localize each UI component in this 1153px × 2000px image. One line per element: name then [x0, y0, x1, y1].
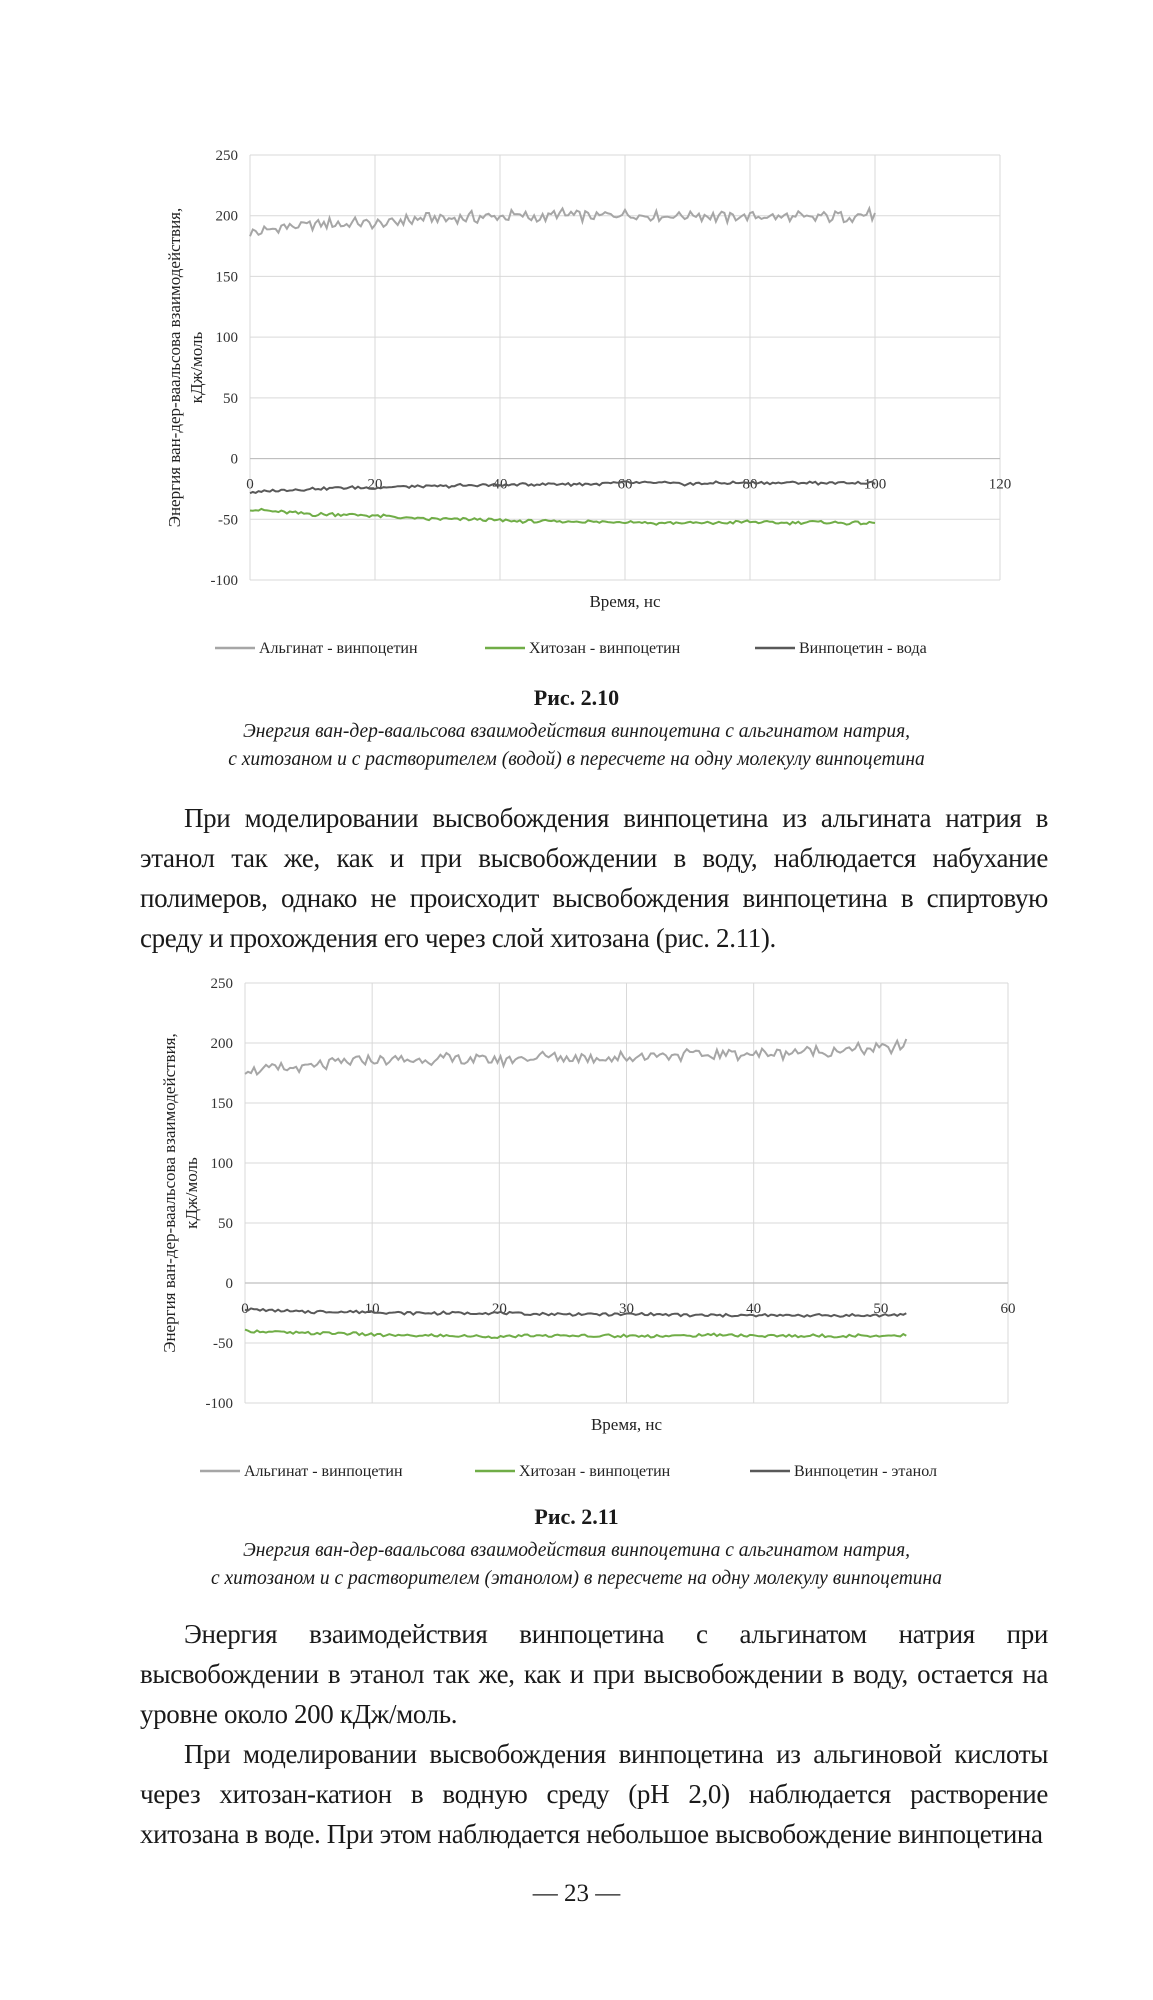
page-number: — 23 —	[532, 1880, 621, 1907]
y-axis-label: Энергия ван-дер-ваальсова взаимодействия,	[160, 1033, 179, 1353]
legend-entry: Винпоцетин - этанол	[794, 1463, 937, 1480]
chart-figure-2-11	[0, 955, 1153, 1485]
x-axis-label: Время, нс	[589, 592, 661, 611]
y-axis-label: кДж/моль	[182, 1157, 201, 1229]
x-tick-label: 40	[492, 476, 508, 493]
body-paragraph: Энергия взаимодействия винпоцетина с альгинатом натрия при высвобождении в этанол так же, как и при высвобождении в воду, остается на уровне около 200 кДж/моль.	[140, 1619, 1048, 1729]
figure-label: Рис. 2.11	[534, 1504, 619, 1529]
x-tick-label: 10	[364, 1301, 380, 1317]
x-tick-label: 80	[742, 476, 758, 493]
y-tick-label: 100	[210, 1156, 233, 1172]
y-tick-label: 200	[210, 1036, 233, 1052]
y-axis-label: Энергия ван-дер-ваальсова взаимодействия,	[165, 207, 184, 528]
figure-caption	[150, 718, 1003, 774]
y-tick-label: 0	[225, 1276, 233, 1292]
x-tick-label: 60	[1000, 1301, 1016, 1317]
x-tick-label: 0	[246, 476, 254, 493]
figure-caption	[150, 1537, 1003, 1593]
x-axis-label: Время, нс	[590, 1415, 663, 1434]
legend-entry: Хитозан - винпоцетин	[529, 640, 681, 657]
caption-line: с хитозаном и с растворителем (водой) в пересчете на одну молекулу винпоцетина	[228, 749, 925, 770]
y-tick-label: 250	[215, 148, 238, 164]
caption-line: с хитозаном и с растворителем (этанолом) в пересчете на одну молекулу винпоцетина	[211, 1568, 942, 1589]
y-tick-label: 200	[215, 208, 238, 225]
body-paragraph: При моделировании высвобождения винпоцетина из альгината натрия в этанол так же, как и при высвобождении в воду, наблюдается набухание полимеров, однако не происходит высвобождения винпоцетина в спиртовую среду и прохождения его через слой хитозана (рис. 2.11).	[140, 803, 1048, 953]
legend-entry: Альгинат - винпоцетин	[244, 1463, 403, 1480]
y-tick-label: 250	[210, 976, 233, 992]
legend-entry: Хитозан - винпоцетин	[519, 1463, 671, 1480]
chart-figure-2-10	[0, 130, 1153, 670]
legend-entry: Альгинат - винпоцетин	[259, 640, 418, 657]
x-tick-label: 40	[746, 1301, 762, 1317]
series-line	[245, 1308, 906, 1316]
series-line	[245, 1039, 906, 1074]
body-paragraph: При моделировании высвобождения винпоцетина из альгиновой кислоты через хитозан-катион в водную среду (pH 2,0) наблюдается растворение хитозана в воде. При этом наблюдается небольшое высвобождение винпоцетина	[140, 1739, 1048, 1849]
series-line	[250, 208, 875, 236]
y-axis-label: кДж/моль	[187, 331, 206, 404]
y-tick-label: 150	[215, 269, 238, 286]
y-tick-label: -100	[205, 1396, 233, 1412]
caption-line: Энергия ван-дер-ваальсова взаимодействия винпоцетина с альгинатом натрия,	[242, 721, 911, 742]
x-tick-label: 100	[863, 476, 887, 493]
y-tick-label: 0	[230, 451, 238, 468]
x-tick-label: 30	[619, 1301, 634, 1317]
series-line	[250, 481, 875, 493]
x-tick-label: 50	[873, 1301, 889, 1317]
y-tick-label: -50	[218, 512, 238, 529]
y-tick-label: 100	[215, 330, 238, 347]
series-line	[250, 509, 875, 525]
legend-entry: Винпоцетин - вода	[799, 640, 927, 657]
figure-label: Рис. 2.10	[533, 685, 620, 710]
x-tick-label: 20	[367, 476, 383, 493]
caption-line: Энергия ван-дер-ваальсова взаимодействия винпоцетина с альгинатом натрия,	[242, 1540, 911, 1561]
y-tick-label: -50	[213, 1336, 233, 1352]
y-tick-label: 50	[223, 390, 238, 407]
x-tick-label: 20	[491, 1301, 507, 1317]
x-tick-label: 60	[617, 476, 633, 493]
series-line	[245, 1330, 906, 1338]
y-tick-label: 150	[210, 1096, 233, 1112]
x-tick-label: 120	[988, 476, 1012, 493]
y-tick-label: 50	[218, 1216, 233, 1232]
x-tick-label: 0	[241, 1301, 249, 1317]
y-tick-label: -100	[210, 573, 238, 589]
